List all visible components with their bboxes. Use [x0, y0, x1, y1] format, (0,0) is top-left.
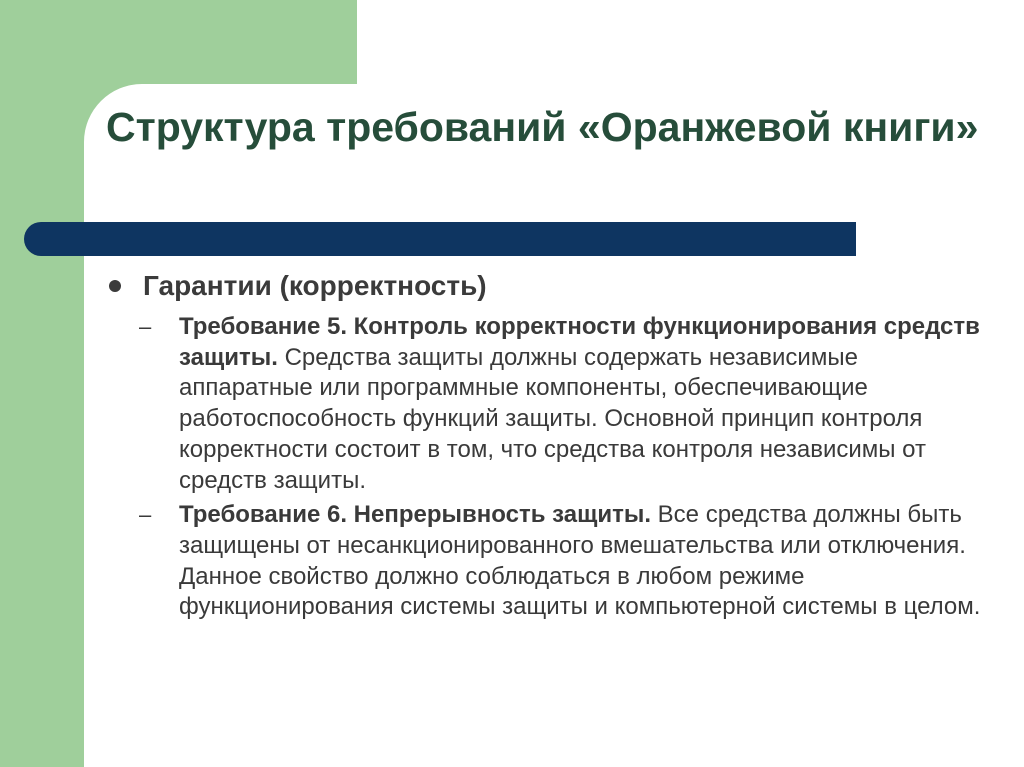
slide-content: [107, 266, 987, 627]
dash-marker: –: [139, 502, 152, 528]
dash-marker: –: [139, 314, 152, 339]
sub-item-requirement-6: [139, 500, 987, 623]
sub-item-heading: Требование 5. Контроль корректности функционирования средств защиты.: [179, 313, 980, 371]
sub-item-heading: Требование 6. Непрерывность защиты.: [179, 501, 658, 529]
slide-title: Структура требований «Оранжевой книги»: [106, 104, 979, 150]
sub-item-requirement-5: [139, 312, 987, 496]
sub-item-text: Средства защиты должны содержать независимые аппаратные или программные компоненты, обеспечивающие работоспособность функций защиты. Основной принцип контроля корректности состоит в том, что средства контроля независимы от средств защиты.: [179, 343, 926, 494]
bullet-item: [107, 266, 987, 306]
sub-item-text: Все средства должны быть защищены от несанкционированного вмешательства или отключения. Данное свойство должно соблюдаться в любом режиме функционирования системы защиты и компьютерной системы в целом.: [179, 501, 981, 621]
sub-list: [107, 312, 987, 623]
title-underline-bar: [24, 222, 856, 256]
bullet-dot-icon: [109, 280, 121, 292]
bullet-label: Гарантии (корректность): [143, 270, 487, 301]
